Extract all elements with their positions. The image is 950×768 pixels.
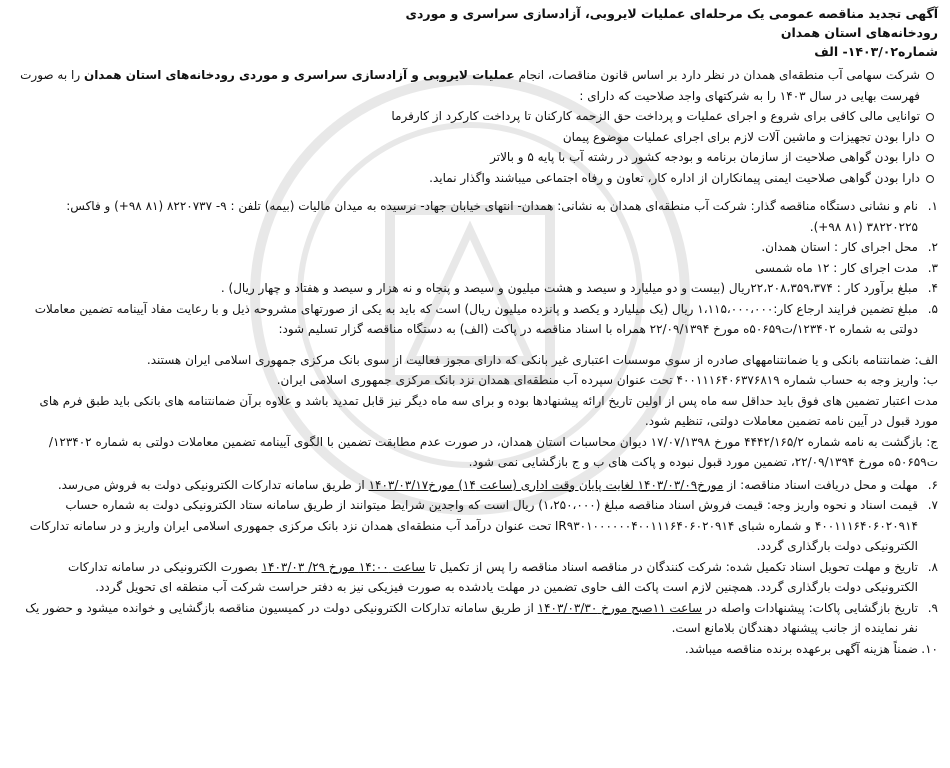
item-submission-deadline: ۸. تاریخ و مهلت تحویل اسناد تکمیل شده: شرکت کنندگان در مناقصه اسناد مناقصه را پس از تکمیل تا ساعت ۱۴:۰۰ مورخ ۲۹/ ۱۴۰۳/۰۳ بصورت الکترونیکی در سامانه تدارکات الکترونیکی دولت بارگذاری گردد. همچنین لازم است پاکت الف حاوی تضمین در مهلت یادشده به صورت فیزیکی نیز به دفتر حراست شرکت آب منطقه ای تحویل گردد. bbox=[68, 559, 938, 594]
item-location: ۲. محل اجرای کار : استان همدان. bbox=[761, 240, 938, 254]
item-opening-date: ۹. تاریخ بازگشایی پاکات: پیشنهادات واصله در ساعت ۱۱صبح مورخ ۱۴۰۳/۰۳/۳۰ از طریق سامانه تدارکات الکترونیکی دولت در کمیسیون مناقصه بازگشایی و خوانده میشود و حضور یک نفر نماینده از جانب پیشنهاد دهندگان بلامانع است. bbox=[25, 600, 938, 635]
numbered-items bbox=[12, 196, 938, 340]
item-document-deadline: ۶. مهلت و محل دریافت اسناد مناقصه: از مورخ۱۴۰۳/۰۳/۰۹ لغایت پایان وقت اداری (ساعت ۱۴) مورخ۱۴۰۳/۰۳/۱۷ از طریق سامانه تدارکات الکترونیکی دولت به فروش می‌رسد. bbox=[57, 477, 938, 492]
item-ad-cost: ۱۰. ضمناً هزینه آگهی برعهده برنده مناقصه میباشد. bbox=[684, 641, 938, 656]
item-document-price: ۷. قیمت اسناد و نحوه واریز وجه: قیمت فروش اسناد مناقصه مبلغ (۱،۲۵۰،۰۰۰) ریال است که واجدین شرایط میتوانند از طریق سامانه ستاد الکترونیکی دولت به شماره حساب ۴۰۰۱۱۱۶۴۰۶۰۲۰۹۱۴ و شماره شبای IR۹۳۰۱۰۰۰۰۰۰۴۰۰۱۱۱۶۴۰۶۰۲۰۹۱۴ تحت عنوان درآمد آب منطقه‌ای همدان نزد بانک مرکزی جمهوری اسلامی ایران واریز و در سامانه تدارکات الکترونیکی دولت بارگذاری گردد. bbox=[29, 498, 938, 553]
guarantee-option-be: ب: واریز وجه به حساب شماره ۴۰۰۱۱۱۶۴۰۶۳۷۶۸۱۹ تحت عنوان سپرده آب منطقه‌ای همدان نزد بانک مرکزی جمهوری اسلامی ایران. bbox=[276, 373, 938, 387]
tender-number: شماره۱۴۰۳/۰۲- الف bbox=[814, 44, 938, 59]
title-line-1: آگهی تجدید مناقصه عمومی یک مرحله‌ای عملیات لایروبی، آزادسازی سراسری و موردی bbox=[405, 6, 938, 21]
bullet-icon bbox=[926, 154, 934, 162]
requirement-item: دارا بودن گواهی صلاحیت از سازمان برنامه و بودجه کشور در رشته آب با پایه ۵ و بالاتر bbox=[12, 147, 920, 168]
bullet-icon bbox=[926, 113, 934, 121]
bullet-icon bbox=[926, 72, 934, 80]
numbered-items-continued bbox=[12, 475, 938, 660]
intro-paragraph: شرکت سهامی آب منطقه‌ای همدان در نظر دارد بر اساس قانون مناقصات، انجام عملیات لایروبی و آزادسازی سراسری و موردی رودخانه‌های استان همدان را به صورت فهرست بهایی در سال ۱۴۰۳ را به شرکتهای واجد صلاحیت که دارای : bbox=[12, 65, 920, 106]
title-line-2: رودخانه‌های استان همدان bbox=[780, 25, 938, 40]
requirement-item: دارا بودن گواهی صلاحیت ایمنی پیمانکاران از اداره کار، تعاون و رفاه اجتماعی میباشند واگذار نماید. bbox=[12, 168, 920, 189]
item-guarantee: ۵. مبلغ تضمین فرایند ارجاع کار:۱،۱۱۵،۰۰۰،۰۰۰ ریال (یک میلیارد و یکصد و پانزده میلیون ریال) است که باید به یکی از صورتهای مشروحه ذیل و با رعایت مفاد آیینامه تضمین معاملات دولتی به شماره ۱۲۳۴۰۲/ت۵۰۶۵۹ه مورخ ۲۲/۰۹/۱۳۹۴ همراه با اسناد مناقصه در پاکت (الف) به دستگاه مناقصه گزار تسلیم شود: bbox=[34, 301, 938, 336]
notice-title bbox=[12, 4, 938, 61]
requirement-item: توانایی مالی کافی برای شروع و اجرای عملیات و پرداخت حق الزحمه کارکنان تا پرداخت کارکرد از کارفرما bbox=[12, 106, 920, 127]
item-estimate: ۴. مبلغ برآورد کار : ۲۲،۲۰۸،۳۵۹،۳۷۴ریال (بیست و دو میلیارد و سیصد و هشت میلیون و سیصد و پنجاه و نه هزار و سیصد و هفتاد و چهار ریال) . bbox=[220, 281, 938, 295]
bullet-icon bbox=[926, 175, 934, 183]
requirement-item: دارا بودن تجهیزات و ماشین آلات لازم برای اجرای عملیات موضوع پیمان bbox=[12, 127, 920, 148]
guarantee-option-alef: الف: ضمانتنامه بانکی و یا ضمانتنامههای صادره از سوی موسسات اعتباری غیر بانکی که دارای مجوز فعالیت از سوی بانک مرکزی جمهوری اسلامی ایران هستند. bbox=[146, 352, 938, 367]
intro-list bbox=[12, 65, 938, 188]
item-duration: ۳. مدت اجرای کار : ۱۲ ماه شمسی bbox=[754, 260, 938, 275]
item-contractor-address: ۱. نام و نشانی دستگاه مناقصه گذار: شرکت آب منطقه‌ای همدان به نشانی: همدان- انتهای خیابان جهاد- نرسیده به میدان مالیات (بیمه) تلفن : ۹- ۸۲۲۰۷۳۷ (۸۱ ۹۸+) و فاکس: ۳۸۲۲۰۲۲۵ (۸۱ ۹۸+). bbox=[66, 199, 938, 234]
bullet-icon bbox=[926, 134, 934, 142]
guarantee-option-jim: ج: بازگشت به نامه شماره ۴۴۴۲/۱۶۵/۲ مورخ ۱۷/۰۷/۱۳۹۸ دیوان محاسبات استان همدان، در صورت عدم مطابقت تضمین با الگوی آیینامه تضمین معاملات دولتی به شماره ۱۲۳۴۰۲/ت۵۰۶۵۹ه مورخ ۲۲/۰۹/۱۳۹۴، تضمین مورد قبول نبوده و پاکت های ب و ج بازگشایی نمی شود. bbox=[48, 434, 938, 469]
guarantee-validity: مدت اعتبار تضمین های فوق باید حداقل سه ماه پس از اولین تاریخ ارائه پیشنهادها بوده و برای سه ماه دیگر نیز قابل تمدید باشد و علاوه برآن ضمانتنامه های بانکی باید طبق فرم های مورد قبول در آیین نامه تضمین معاملات دولتی، تنظیم شود. bbox=[39, 393, 938, 428]
